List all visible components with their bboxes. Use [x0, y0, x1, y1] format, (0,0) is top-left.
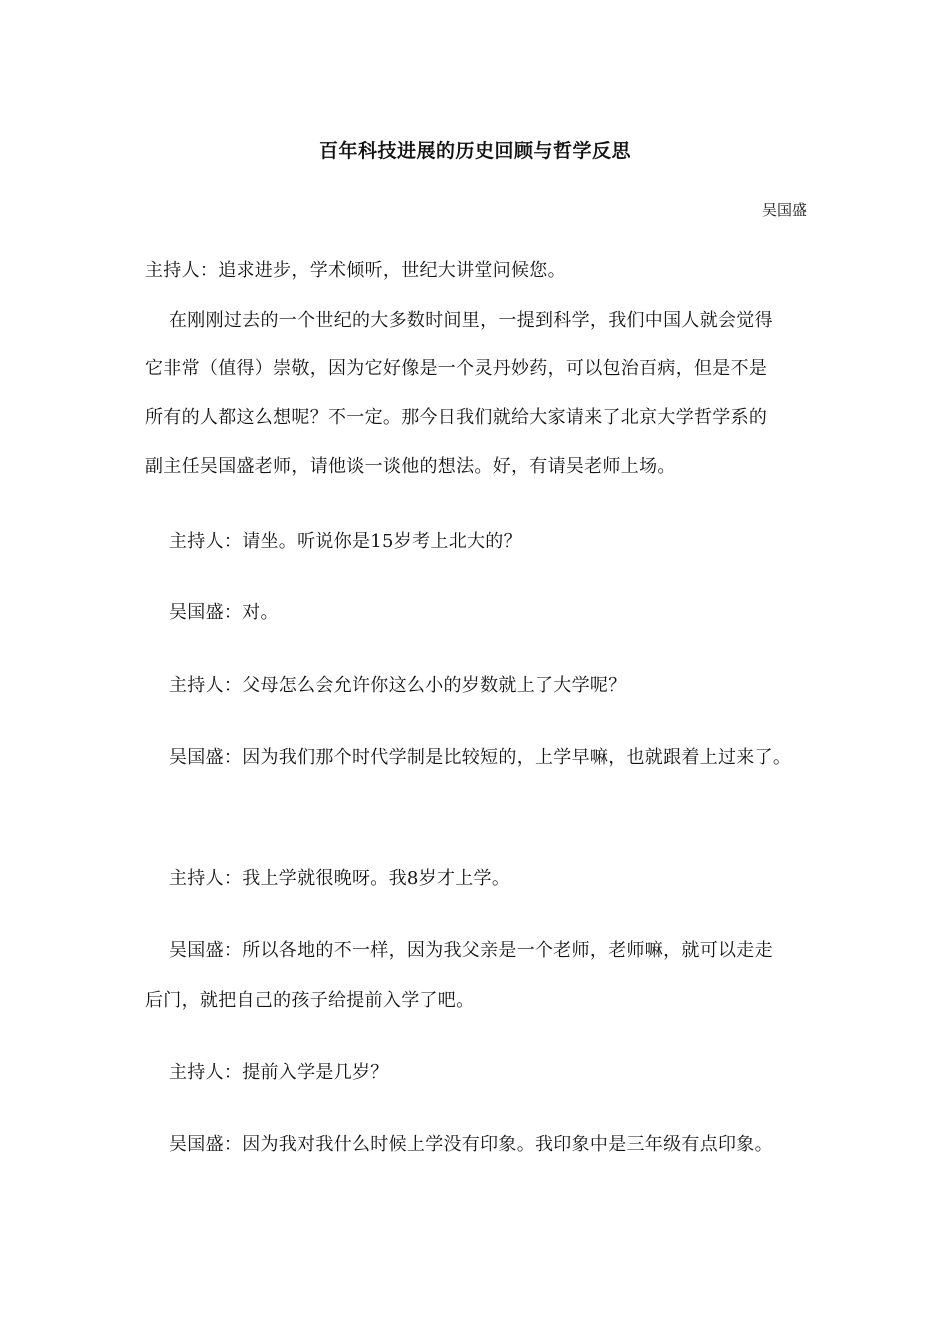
dialogue-line: 主持人：我上学就很晚呀。我8岁才上学。 [169, 868, 511, 889]
dialogue-line: 吴国盛：因为我对我什么时候上学没有印象。我印象中是三年级有点印象。 [169, 1134, 773, 1155]
intro-line-1: 在刚刚过去的一个世纪的大多数时间里，一提到科学，我们中国人就会觉得 [169, 310, 773, 331]
dialogue-line: 吴国盛：对。 [169, 602, 279, 623]
document-author: 吴国盛 [761, 201, 807, 219]
dialogue-line: 吴国盛：因为我们那个时代学制是比较短的，上学早嘛，也就跟着上过来了。 [169, 747, 792, 768]
dialogue-line: 主持人：父母怎么会允许你这么小的岁数就上了大学呢？ [169, 675, 627, 696]
intro-line-4: 副主任吴国盛老师，请他谈一谈他的想法。好，有请吴老师上场。 [145, 456, 676, 477]
dialogue-line: 主持人：提前入学是几岁？ [169, 1062, 389, 1083]
dialogue-line: 主持人：请坐。听说你是15岁考上北大的？ [169, 531, 522, 552]
dialogue-line-continued: 后门，就把自己的孩子给提前入学了吧。 [145, 990, 475, 1011]
intro-line-3: 所有的人都这么想呢？不一定。那今日我们就给大家请来了北京大学哲学系的 [145, 407, 768, 428]
intro-line-2: 它非常（值得）崇敬，因为它好像是一个灵丹妙药，可以包治百病，但是不是 [145, 358, 768, 379]
dialogue-line: 吴国盛：所以各地的不一样，因为我父亲是一个老师，老师嘛，就可以走走 [169, 940, 773, 961]
document-title: 百年科技进展的历史回顾与哲学反思 [318, 140, 631, 162]
host-greeting: 主持人：追求进步，学术倾听，世纪大讲堂问候您。 [145, 260, 566, 281]
